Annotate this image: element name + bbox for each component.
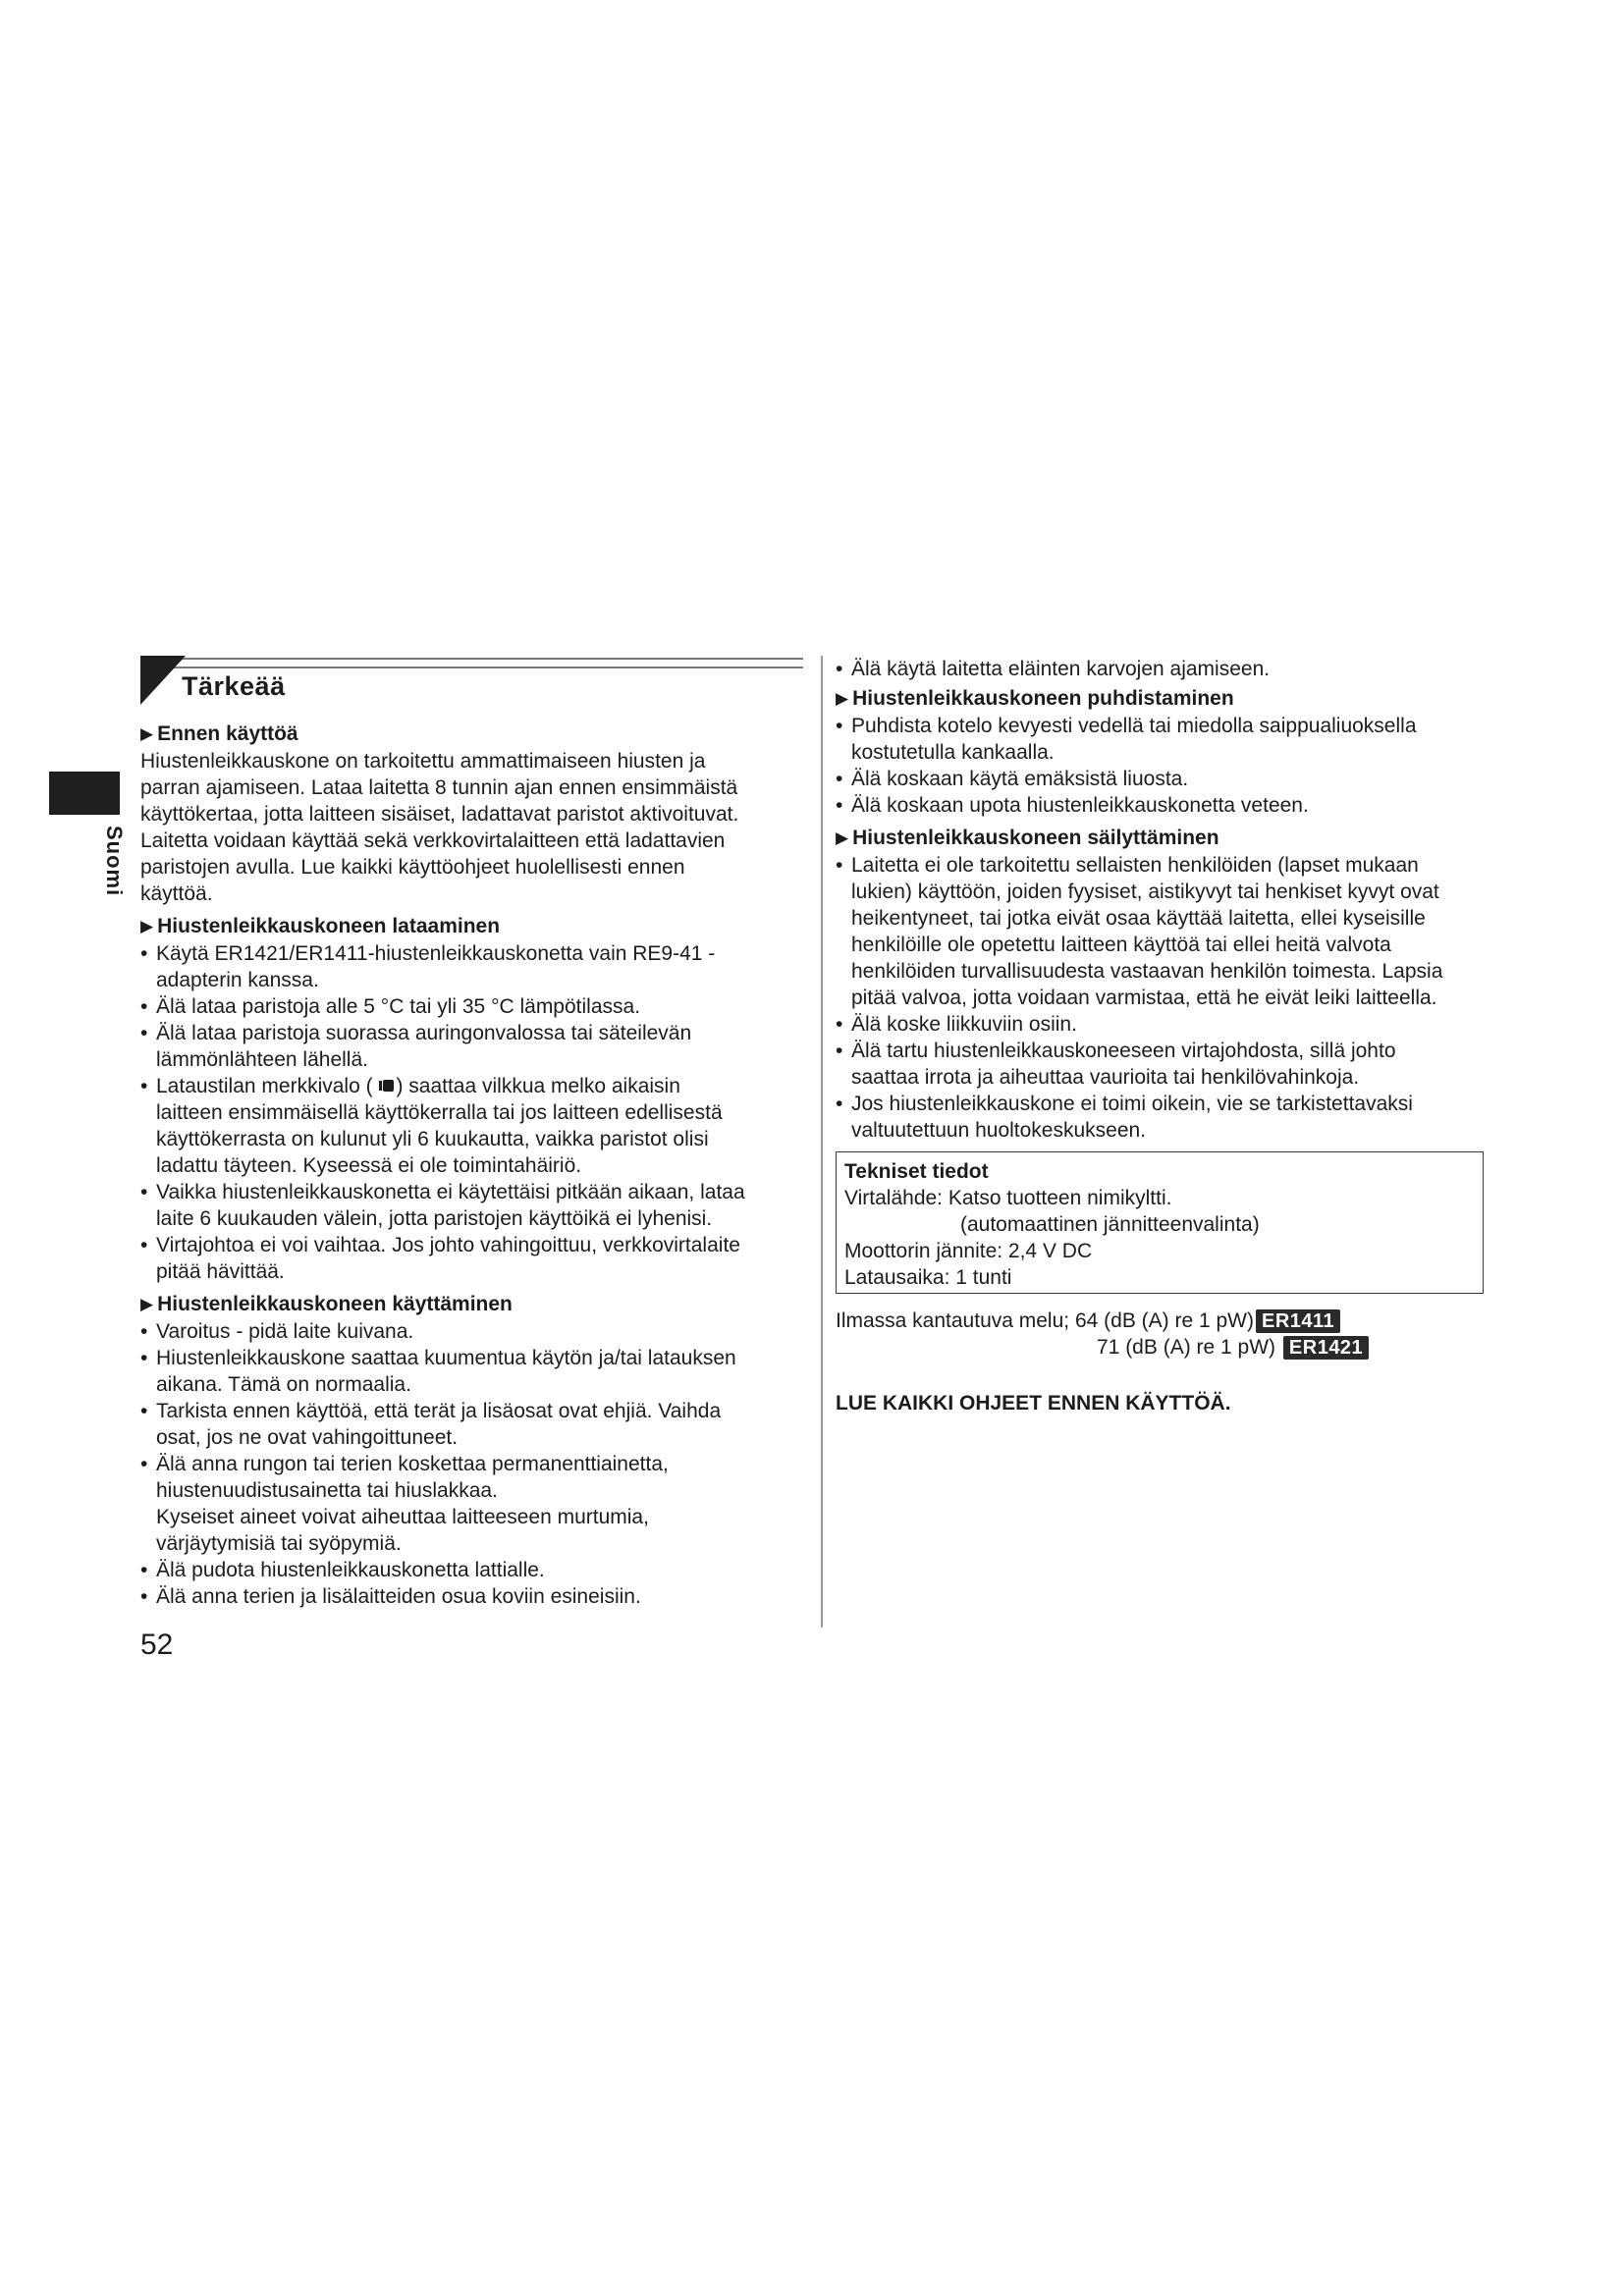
list-item: • Tarkista ennen käyttöä, että terät ja lisäosat ovat ehjiä. Vaihda osat, jos ne ovat vahingoittuneet. xyxy=(140,1398,803,1451)
technical-specs-box xyxy=(836,1151,1484,1294)
noise-info xyxy=(836,1308,1503,1364)
left-column xyxy=(140,656,803,1610)
model-badge: ER1421 xyxy=(1283,1336,1369,1360)
arrow-right-icon: ▶ xyxy=(836,689,849,708)
spec-motor-voltage: Moottorin jännite: 2,4 V DC xyxy=(844,1240,1093,1262)
charging-lamp-icon xyxy=(378,1077,396,1095)
section-title-block xyxy=(140,656,803,709)
arrow-right-icon: ▶ xyxy=(140,724,154,743)
heading-using: ▶ Hiustenleikkauskoneen käyttäminen xyxy=(140,1293,513,1315)
page-number: 52 xyxy=(140,1629,174,1661)
list-item: • Älä koske liikkuviin osiin. xyxy=(836,1011,1503,1038)
spec-charge-time: Latausaika: 1 tunti xyxy=(844,1266,1012,1289)
list-item: • Vaikka hiustenleikkauskonetta ei käytettäisi pitkään aikaan, lataa laite 6 kuukauden välein, jotta paristojen käyttöikä ei lyhenisi. xyxy=(140,1179,803,1232)
right-column xyxy=(836,656,1503,1416)
language-tab-marker xyxy=(49,772,120,815)
language-tab-label: Suomi xyxy=(102,826,127,897)
text-line: paristojen avulla. Lue kaikki käyttöohjeet huolellisesti ennen xyxy=(140,856,685,879)
text-line: Laitetta voidaan käyttää sekä verkkovirtalaitteen että ladattavien xyxy=(140,829,726,852)
list-item: • Lataustilan merkkivalo ( ) saattaa vilkkua melko aikaisin laitteen ensimmäisellä käyttökerralla tai jos laitteen edellisestä käyttökerrasta on kulunut yli 6 kuukautta, vaikka paristot olisi ladattu täyteen. Kyseessä ei ole toimintahäiriö. xyxy=(140,1073,803,1179)
list-item: • Älä lataa paristoja alle 5 °C tai yli 35 °C lämpötilassa. xyxy=(140,993,803,1020)
heading-charging: ▶ Hiustenleikkauskoneen lataaminen xyxy=(140,915,501,937)
list-item: • Hiustenleikkauskone saattaa kuumentua käytön ja/tai latauksen aikana. Tämä on normaalia. xyxy=(140,1345,803,1398)
noise-label: Ilmassa kantautuva melu; 64 (dB (A) re 1 pW) xyxy=(836,1309,1254,1332)
text-line: parran ajamiseen. Lataa laitetta 8 tunnin ajan ennen ensimmäistä xyxy=(140,776,738,799)
list-item: • Varoitus - pidä laite kuivana. xyxy=(140,1318,803,1345)
list-item: • Älä lataa paristoja suorassa auringonvalossa tai säteilevän lämmönlähteen lähellä. xyxy=(140,1020,803,1073)
heading-storage: ▶ Hiustenleikkauskoneen säilyttäminen xyxy=(836,827,1219,849)
list-item: • Älä koskaan käytä emäksistä liuosta. xyxy=(836,766,1503,792)
model-badge: ER1411 xyxy=(1256,1309,1340,1333)
before-use-paragraph xyxy=(140,748,803,907)
noise-value: 71 (dB (A) re 1 pW) xyxy=(1097,1336,1276,1359)
spec-power-note: (automaattinen jännitteenvalinta) xyxy=(960,1213,1260,1236)
list-item: • Laitetta ei ole tarkoitettu sellaisten henkilöiden (lapset mukaan lukien) käyttöön, joiden fyysiset, aistikyvyt tai henkiset kyvyt ovat heikentyneet, tai jotka eivät osaa käyttää laitetta, ellei kyseisille henkilöille ole opetettu laitteen käyttöä tai ellei heitä valvota henkilöiden turvallisuudesta vastaavan henkilön toimesta. Lapsia pitää valvoa, jotta voidaan varmistaa, että he eivät leiki laitteella. xyxy=(836,852,1503,1011)
list-item: • Älä käytä laitetta eläinten karvojen ajamiseen. xyxy=(836,656,1503,682)
list-item: • Virtajohtoa ei voi vaihtaa. Jos johto vahingoittuu, verkkovirtalaite pitää hävittää. xyxy=(140,1232,803,1285)
title-rule xyxy=(140,658,803,668)
text-line: käyttökertaa, jotta laitteen sisäiset, ladattavat paristot aktivoituvat. xyxy=(140,803,739,826)
list-item: • Älä tartu hiustenleikkauskoneeseen virtajohdosta, sillä johto saattaa irrota ja aiheuttaa vaurioita tai henkilövahinkoja. xyxy=(836,1038,1503,1091)
spec-power: Virtalähde: Katso tuotteen nimikyltti. xyxy=(844,1187,1172,1209)
text-line: Hiustenleikkauskone on tarkoitettu ammattimaiseen hiusten ja xyxy=(140,750,706,773)
arrow-right-icon: ▶ xyxy=(140,917,154,935)
list-item: • Käytä ER1421/ER1411-hiustenleikkauskonetta vain RE9-41 - adapterin kanssa. xyxy=(140,940,803,993)
title-triangle-icon xyxy=(140,656,186,705)
list-item: • Älä anna terien ja lisälaitteiden osua koviin esineisiin. xyxy=(140,1583,803,1610)
arrow-right-icon: ▶ xyxy=(836,828,849,847)
text-line: käyttöä. xyxy=(140,882,213,905)
list-item: • Älä pudota hiustenleikkauskonetta lattialle. xyxy=(140,1557,803,1583)
specs-heading: Tekniset tiedot xyxy=(844,1160,989,1183)
list-item: • Älä koskaan upota hiustenleikkauskonetta veteen. xyxy=(836,792,1503,819)
list-item: • Jos hiustenleikkauskone ei toimi oikein, vie se tarkistettavaksi valtuutettuun huoltokeskukseen. xyxy=(836,1091,1503,1144)
page-title: Tärkeää xyxy=(182,671,286,701)
list-item: • Älä anna rungon tai terien koskettaa permanenttiainetta, hiustenuudistusainetta tai hiuslakkaa. Kyseiset aineet voivat aiheuttaa laitteeseen murtumia, värjäytymisiä tai syöpymiä. xyxy=(140,1451,803,1557)
list-item: • Puhdista kotelo kevyesti vedellä tai miedolla saippualiuoksella kostutetulla kankaalla. xyxy=(836,713,1503,766)
heading-cleaning: ▶ Hiustenleikkauskoneen puhdistaminen xyxy=(836,687,1234,710)
read-all-instructions: LUE KAIKKI OHJEET ENNEN KÄYTTÖÄ. xyxy=(836,1392,1231,1415)
column-divider xyxy=(821,656,823,1628)
arrow-right-icon: ▶ xyxy=(140,1295,154,1313)
heading-before-use: ▶ Ennen käyttöä xyxy=(140,722,298,745)
